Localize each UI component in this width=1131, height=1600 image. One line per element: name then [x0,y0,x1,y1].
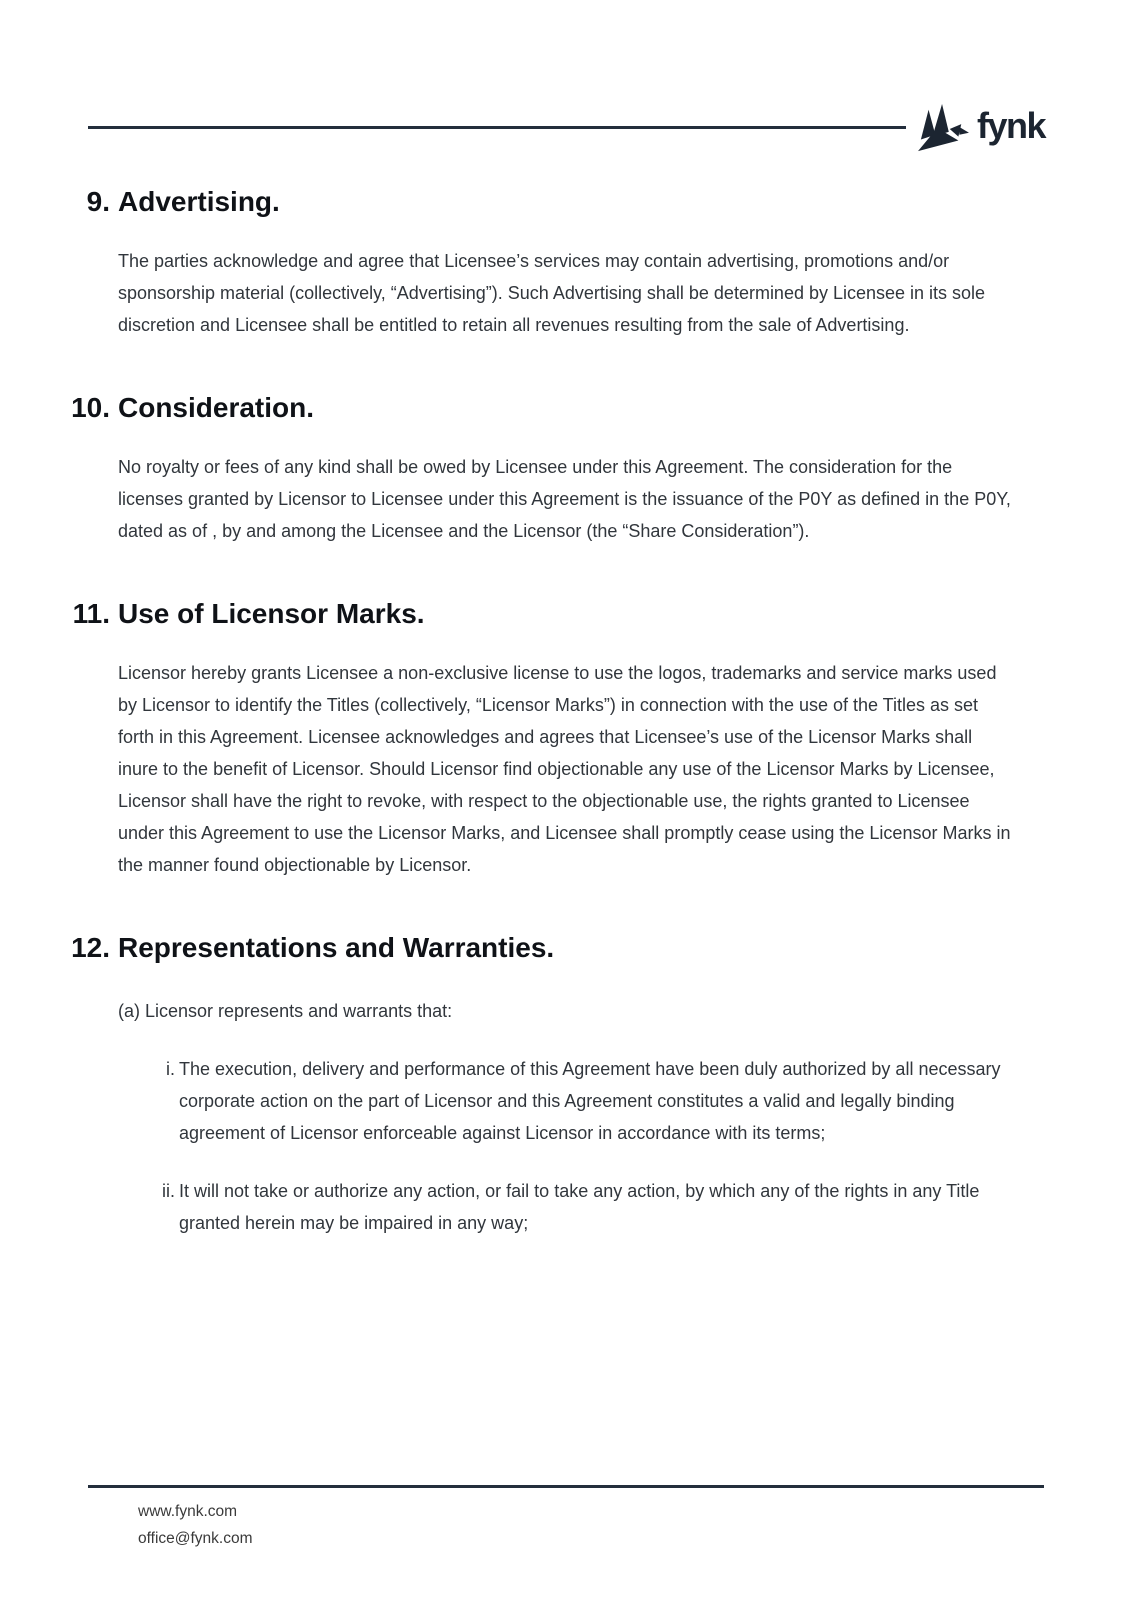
section-title: Representations and Warranties. [118,932,555,963]
section-title: Consideration. [118,392,315,423]
header-divider-line [88,126,906,129]
footer-contact [138,1498,1044,1552]
section-title: Advertising. [118,186,280,217]
footer-email-link[interactable]: office@fynk.com [138,1530,253,1547]
section-heading-consideration [0,391,1131,425]
document-footer [88,1485,1044,1552]
list-item [159,1053,1131,1149]
list-item-marker: i. [166,1059,175,1079]
section-number: 10. [71,392,110,423]
section-heading-use-of-licensor-marks [0,597,1131,631]
section-number: 12. [71,932,110,963]
clause-a-intro: (a) Licensor represents and warrants that: [118,1001,453,1021]
list-item-text: The execution, delivery and performance of this Agreement have been duly authorized by all necessary corporate action on the part of Licensor and this Agreement constitutes a valid and legally binding agreement of Licensor enforceable against Licensor in accordance with its terms; [179,1059,1001,1143]
section-heading-advertising [0,185,1131,219]
section-title: Use of Licensor Marks. [118,598,425,629]
section-number: 9. [86,186,110,217]
footer-divider-line [88,1485,1044,1488]
section-heading-representations-and-warranties [0,931,1131,965]
list-item-text: It will not take or authorize any action, or fail to take any action, by which any of the rights in any Title granted herein may be impaired in any way; [179,1181,980,1233]
section-body-consideration: No royalty or fees of any kind shall be owed by Licensee under this Agreement. The consideration for the licenses granted by Licensor to Licensee under this Agreement is the issuance of the P0Y as defined in the P0Y, dated as of , by and among the Licensee and the Licensor (the “Share Consideration”). [118,457,1011,541]
section-number: 11. [72,598,110,629]
warranties-list [159,1053,1131,1239]
list-item [159,1175,1131,1239]
section-body-use-of-licensor-marks: Licensor hereby grants Licensee a non-exclusive license to use the logos, trademarks and service marks used by Licensor to identify the Titles (collectively, “Licensor Marks”) in connection with the use of the Titles as set forth in this Agreement. Licensee acknowledges and agrees that Licensee’s use of the Licensor Marks shall inure to the benefit of Licensor. Should Licensor find objectionable any use of the Licensor Marks by Licensee, Licensor shall have the right to revoke, with respect to the objectionable use, the rights granted to Licensee under this Agreement to use the Licensor Marks, and Licensee shall promptly cease using the Licensor Marks in the manner found objectionable by Licensor. [118,663,1011,875]
brand-wordmark: fynk [976,104,1045,146]
list-item-marker: ii. [162,1181,175,1201]
origami-bird-icon [916,103,970,153]
section-body-advertising: The parties acknowledge and agree that Licensee’s services may contain advertising, promotions and/or sponsorship material (collectively, “Advertising”). Such Advertising shall be determined by Licensee in its sole discretion and Licensee shall be entitled to retain all revenues resulting from the sale of Advertising. [118,251,986,335]
footer-website-link[interactable]: www.fynk.com [138,1503,238,1520]
brand-logo [916,103,1045,153]
document-header [88,100,1045,155]
